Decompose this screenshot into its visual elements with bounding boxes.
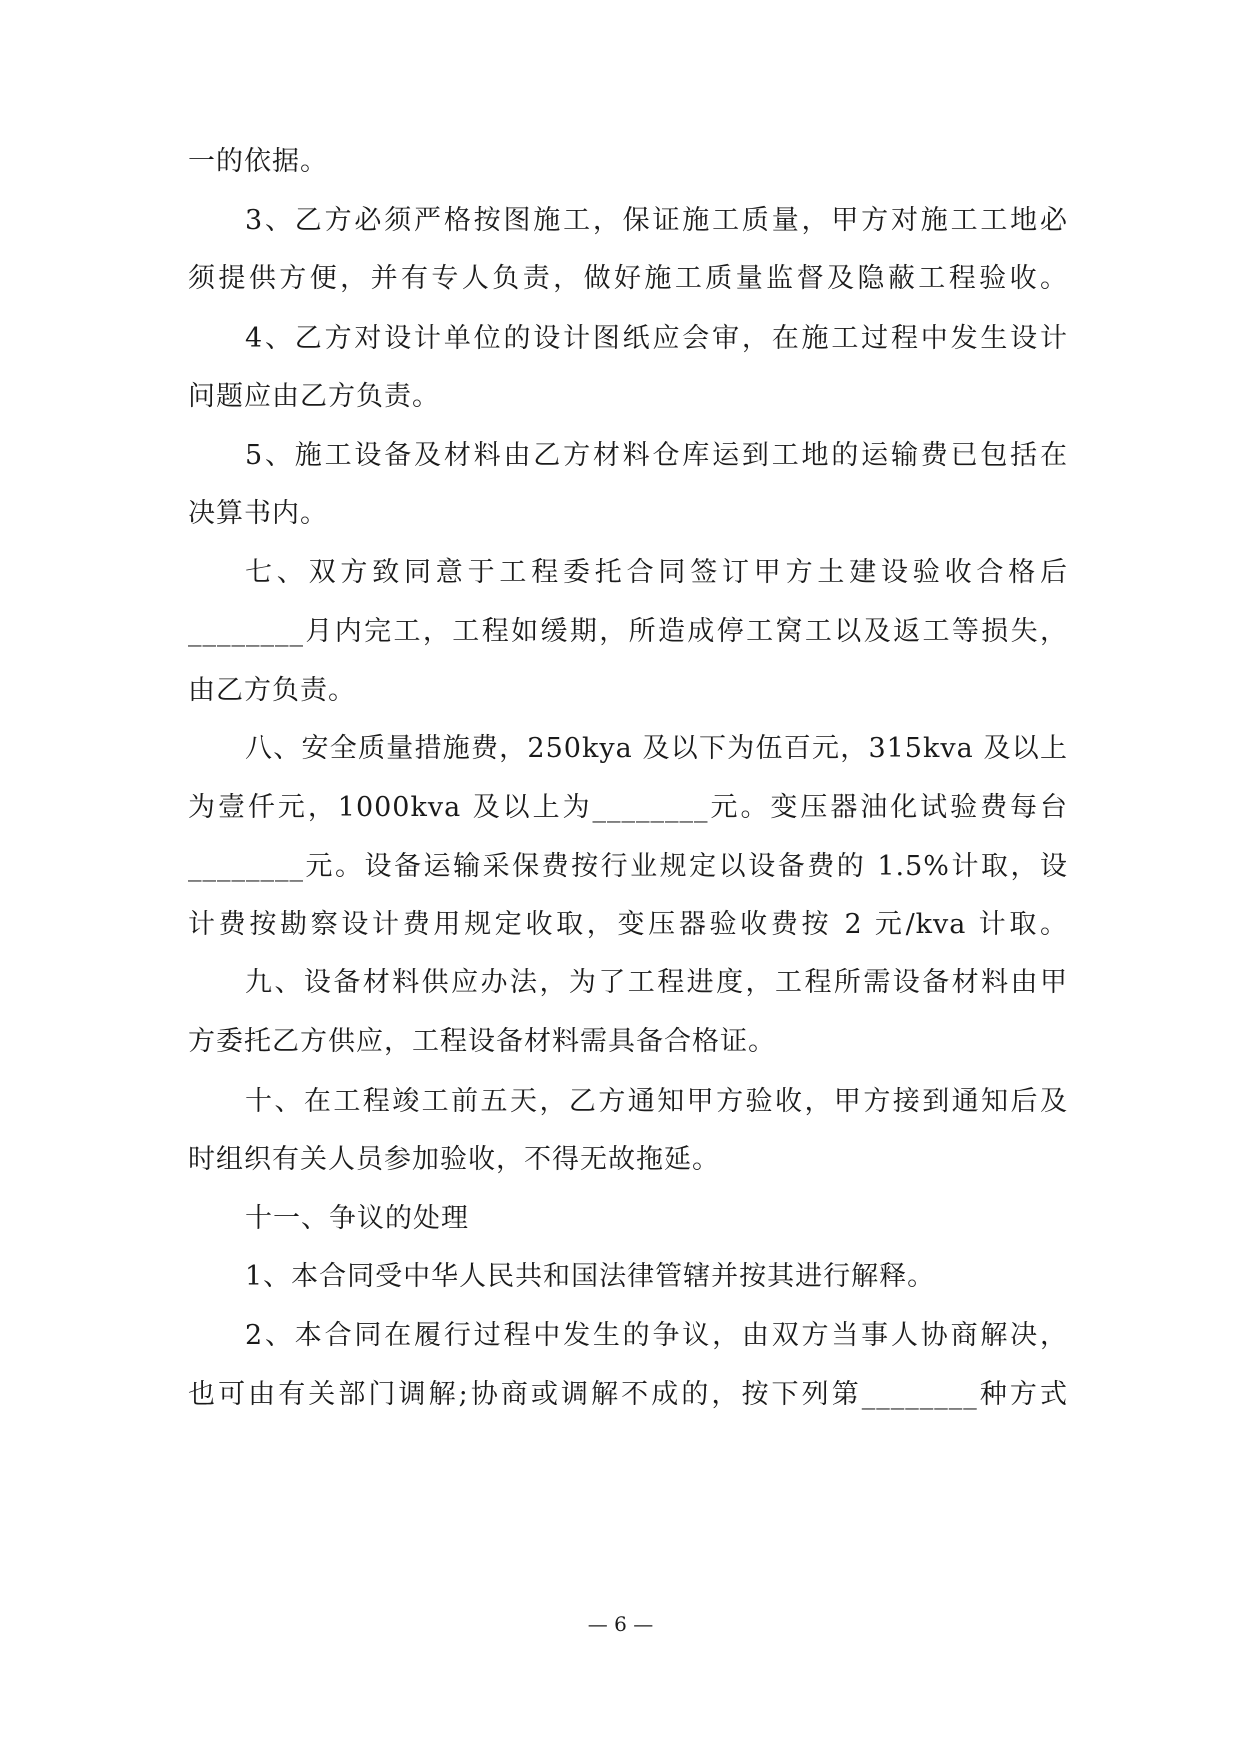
text-line: 3、乙方必须严格按图施工，保证施工质量，甲方对施工工地必 — [245, 205, 1068, 236]
text-line: 2、本合同在履行过程中发生的争议，由双方当事人协商解决， — [245, 1320, 1068, 1351]
text-line: 十、在工程竣工前五天，乙方通知甲方验收，甲方接到通知后及 — [245, 1086, 1068, 1117]
section-heading: 十一、争议的处理 — [245, 1203, 469, 1234]
text-line: 5、施工设备及材料由乙方材料仓库运到工地的运输费已包括在 — [245, 440, 1068, 471]
text-line: 为壹仟元，1000kva 及以上为________元。变压器油化试验费每台 — [188, 792, 1068, 823]
text-line: 须提供方便，并有专人负责，做好施工质量监督及隐蔽工程验收。 — [188, 263, 1068, 294]
text-line: 八、安全质量措施费，250kya 及以下为伍百元，315kva 及以上 — [245, 733, 1068, 764]
text-line: 由乙方负责。 — [188, 675, 356, 706]
text-line: 方委托乙方供应，工程设备材料需具备合格证。 — [188, 1026, 776, 1057]
text-line: 七、双方致同意于工程委托合同签订甲方土建设验收合格后 — [245, 557, 1068, 588]
text-line: 1、本合同受中华人民共和国法律管辖并按其进行解释。 — [245, 1261, 936, 1292]
text-line: 九、设备材料供应办法，为了工程进度，工程所需设备材料由甲 — [245, 967, 1068, 998]
text-line: 也可由有关部门调解;协商或调解不成的，按下列第________种方式 — [188, 1379, 1068, 1410]
text-line: 4、乙方对设计单位的设计图纸应会审，在施工过程中发生设计 — [245, 323, 1068, 354]
text-line: ________元。设备运输采保费按行业规定以设备费的 1.5%计取，设 — [188, 851, 1068, 882]
text-line: 计费按勘察设计费用规定收取，变压器验收费按 2 元/kva 计取。 — [188, 909, 1068, 940]
text-line: ________月内完工，工程如缓期，所造成停工窝工以及返工等损失， — [188, 616, 1068, 647]
text-line: 问题应由乙方负责。 — [188, 381, 440, 412]
text-line: 一的依据。 — [188, 146, 328, 177]
page-number: — 6 — — [587, 1612, 654, 1636]
text-line: 时组织有关人员参加验收，不得无故拖延。 — [188, 1144, 720, 1175]
text-line: 决算书内。 — [188, 498, 328, 529]
